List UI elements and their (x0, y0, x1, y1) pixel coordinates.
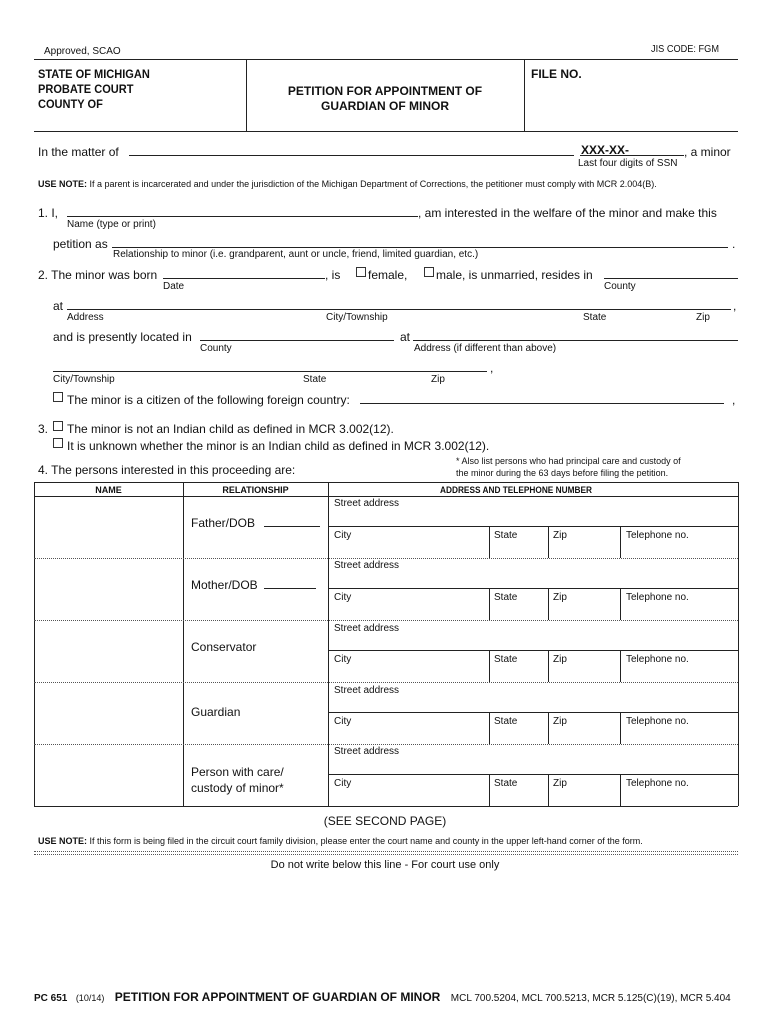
use-note-2 (38, 836, 643, 846)
date-caption: Date (163, 281, 185, 292)
zip-label: Zip (553, 654, 567, 665)
header-address: ADDRESS AND TELEPHONE NUMBER (440, 485, 592, 495)
state-label: State (494, 778, 518, 789)
header-relationship: RELATIONSHIP (222, 485, 289, 495)
ssn-field[interactable] (580, 155, 684, 156)
street-label: Street address (334, 685, 400, 696)
father-dob-field[interactable] (264, 526, 320, 527)
city-label: City (334, 716, 352, 727)
state-label: State (494, 716, 518, 727)
use-note-1 (38, 179, 657, 189)
city-label: City (334, 778, 352, 789)
at2-label: at (400, 330, 411, 344)
at-label: at (53, 299, 64, 313)
phone-label: Telephone no. (626, 778, 689, 789)
street-label: Street address (334, 560, 400, 571)
zip-label: Zip (553, 592, 567, 603)
relationship-caption: Relationship to minor (i.e. grandparent, aunt or uncle, friend, limited guardian, etc.) (113, 249, 479, 260)
unknown-indian-label: It is unknown whether the minor is an Indian child as defined in MCR 3.002(12). (67, 439, 490, 453)
zip-caption: Zip (696, 312, 710, 323)
header-divider-right (524, 59, 525, 131)
located-address-field[interactable] (413, 340, 738, 341)
rel-mother: Mother/DOB (191, 578, 258, 592)
not-indian-checkbox[interactable] (53, 421, 63, 431)
item4-note-2: the minor during the 63 days before filing the petition. (456, 468, 669, 478)
state-label: State (494, 592, 518, 603)
zip-caption-2: Zip (431, 374, 445, 385)
address-diff-caption: Address (if different than above) (414, 343, 557, 354)
foreign-comma: , (732, 393, 736, 407)
relationship-field[interactable] (112, 247, 728, 248)
foreign-citizen-label: The minor is a citizen of the following foreign country: (67, 393, 350, 407)
rel-conservator: Conservator (191, 640, 257, 654)
rel-father: Father/DOB (191, 516, 256, 530)
phone-label: Telephone no. (626, 592, 689, 603)
court-use-only: Do not write below this line - For court use only (270, 859, 500, 871)
approved-text: Approved, SCAO (44, 46, 121, 57)
ssn-caption: Last four digits of SSN (578, 158, 678, 169)
birth-date-field[interactable] (163, 278, 325, 279)
is-text: , is (325, 268, 341, 282)
street-label: Street address (334, 623, 400, 634)
not-indian-label: The minor is not an Indian child as defined in MCR 3.002(12). (67, 422, 394, 436)
foreign-citizen-checkbox[interactable] (53, 392, 63, 402)
matter-label: In the matter of (38, 145, 119, 159)
item2-prefix: 2. The minor was born (38, 268, 158, 282)
resides-county-field[interactable] (604, 278, 738, 279)
male-checkbox[interactable] (424, 267, 434, 277)
city-caption-2: City/Township (53, 374, 115, 385)
form-title (246, 84, 524, 114)
unknown-indian-checkbox[interactable] (53, 438, 63, 448)
residence-comma: , (733, 299, 737, 313)
located-in-label: and is presently located in (53, 330, 192, 344)
zip-label: Zip (553, 530, 567, 541)
court-county[interactable]: COUNTY OF (38, 97, 103, 111)
file-no-label: FILE NO. (531, 67, 582, 81)
item3-prefix: 3. (38, 422, 49, 436)
located-county-field[interactable] (200, 340, 394, 341)
form-revision: (10/14) (75, 993, 105, 1003)
footer (34, 988, 731, 1006)
item4-note-1: * Also list persons who had principal care and custody of (456, 456, 681, 466)
zip-label: Zip (553, 778, 567, 789)
phone-label: Telephone no. (626, 530, 689, 541)
petition-as-label: petition as (53, 237, 108, 251)
ssn-prefix: XXX-XX- (581, 143, 630, 157)
phone-label: Telephone no. (626, 654, 689, 665)
street-label: Street address (334, 498, 400, 509)
a-minor-text: , a minor (684, 145, 731, 159)
female-label: female, (368, 268, 408, 282)
male-label: male, is unmarried, resides in (436, 268, 593, 282)
title-line-2: GUARDIAN OF MINOR (321, 99, 449, 113)
footer-citations: MCL 700.5204, MCL 700.5213, MCR 5.125(C)(19), MCR 5.404 (450, 993, 731, 1004)
foreign-country-field[interactable] (360, 403, 724, 404)
state-caption: State (583, 312, 607, 323)
city-label: City (334, 530, 352, 541)
item1-prefix: 1. I, (38, 206, 59, 220)
header-top-rule (34, 59, 738, 60)
item4-prefix: 4. The persons interested in this proceeding are: (38, 463, 296, 477)
header-name: NAME (95, 485, 122, 495)
use-note-1-label: USE NOTE: (38, 179, 88, 189)
rel-care-custody: Person with care/ custody of minor* (191, 765, 284, 795)
petitioner-name-field[interactable] (67, 216, 418, 217)
item1-period: . (732, 237, 736, 251)
form-number: PC 651 (34, 993, 68, 1004)
residence-address-field[interactable] (67, 309, 731, 310)
street-label: Street address (334, 746, 400, 757)
rel-guardian: Guardian (191, 705, 241, 719)
use-note-2-text: If this form is being filed in the circuit court family division, please enter the court name and county in the upper left-hand corner of the form. (87, 836, 643, 846)
matter-name-field[interactable] (129, 155, 574, 156)
city-label: City (334, 592, 352, 603)
item1-suffix: , am interested in the welfare of the minor and make this (418, 206, 717, 220)
footer-title: PETITION FOR APPOINTMENT OF GUARDIAN OF MINOR (114, 990, 441, 1004)
city-caption: City/Township (326, 312, 388, 323)
court-probate: PROBATE COURT (38, 82, 134, 96)
city-label: City (334, 654, 352, 665)
name-caption: Name (type or print) (67, 219, 156, 230)
title-line-1: PETITION FOR APPOINTMENT OF (287, 84, 483, 98)
court-use-divider (34, 851, 738, 852)
jis-code: JIS CODE: FGM (651, 44, 719, 55)
county-caption-2: County (200, 343, 232, 354)
court-state: STATE OF MICHIGAN (38, 67, 150, 81)
mother-dob-field[interactable] (264, 588, 316, 589)
female-checkbox[interactable] (356, 267, 366, 277)
use-note-1-text: If a parent is incarcerated and under the jurisdiction of the Michigan Department of Corrections, the petitioner must comply with MCR 2.004(B). (87, 179, 657, 189)
use-note-2-label: USE NOTE: (38, 836, 88, 846)
court-block (38, 67, 150, 112)
address-caption: Address (67, 312, 104, 323)
located-comma: , (490, 361, 494, 375)
county-caption: County (604, 281, 636, 292)
zip-label: Zip (553, 716, 567, 727)
state-caption-2: State (303, 374, 327, 385)
header-bottom-rule (34, 131, 738, 132)
state-label: State (494, 654, 518, 665)
phone-label: Telephone no. (626, 716, 689, 727)
state-label: State (494, 530, 518, 541)
located-city-field[interactable] (53, 371, 487, 372)
see-second-page: (SEE SECOND PAGE) (323, 814, 447, 828)
